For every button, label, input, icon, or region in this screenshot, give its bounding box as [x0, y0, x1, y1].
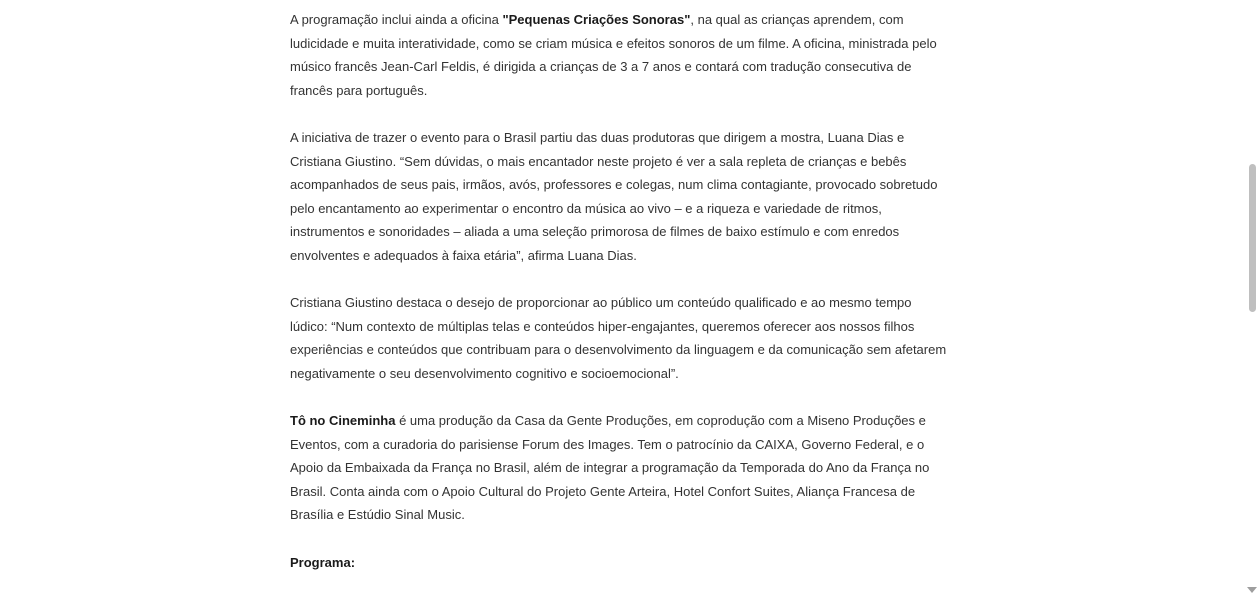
article-body — [290, 8, 950, 597]
paragraph-producao-text: é uma produção da Casa da Gente Produções, em coprodução com a Miseno Produções e Eventos, com a curadoria do parisiense Forum des Images. Tem o patrocínio da CAIXA, Governo Federal, e o Apoio da Embaixada da França no Brasil, além de integrar a programação da Temporada do Ano da França no Brasil. Conta ainda com o Apoio Cultural do Projeto Gente Arteira, Hotel Confort Suites, Aliança Francesa de Brasília e Estúdio Sinal Music. — [290, 413, 930, 523]
paragraph-iniciativa: A iniciativa de trazer o evento para o Brasil partiu das duas produtoras que dirigem a mostra, Luana Dias e Cristiana Giustino. “Sem dúvidas, o mais encantador neste projeto é ver a sala repleta de crianças e bebês acompanhados de seus pais, irmãos, avós, professores e colegas, num clima contagiante, provocado sobretudo pelo encantamento ao experimentar o encontro da música ao vivo – e a riqueza e variedade de ritmos, instrumentos e sonoridades – aliada a uma seleção primorosa de filmes de baixo estímulo e com enredos envolventes e adequados à faixa etária”, afirma Luana Dias. — [290, 129, 938, 263]
paragraph-cristiana: Cristiana Giustino destaca o desejo de proporcionar ao público um conteúdo qualificado e ao mesmo tempo lúdico: “Num contexto de múltiplas telas e conteúdos hiper-engajantes, queremos oferecer aos nossos filhos experiências e conteúdos que contribuam para o desenvolvimento da linguagem e da comunicação sem afetarem negativamente o seu desenvolvimento cognitivo e socioemocional”. — [290, 295, 947, 381]
scroll-down-arrow-icon[interactable] — [1247, 587, 1257, 593]
scrollbar-thumb[interactable] — [1249, 164, 1256, 312]
paragraph-oficina-text-start: A programação inclui ainda a oficina — [290, 12, 503, 27]
event-name: Tô no Cineminha — [290, 413, 396, 429]
programa-heading-label: Programa: — [290, 554, 356, 570]
oficina-name: "Pequenas Criações Sonoras" — [502, 12, 691, 27]
programa-heading — [290, 551, 950, 575]
vertical-scrollbar[interactable] — [1245, 0, 1259, 597]
paragraph-oficina-text-end: , na qual as crianças aprendem, com ludicidade e muita interatividade, como se criam música e efeitos sonoros de um filme. A oficina, ministrada pelo músico francês Jean-Carl Feldis, é dirigida a crianças de 3 a 7 anos e contará com tradução consecutiva de francês para português. — [290, 12, 937, 98]
paragraph-oficina — [290, 8, 950, 102]
paragraph-producao — [290, 409, 950, 527]
